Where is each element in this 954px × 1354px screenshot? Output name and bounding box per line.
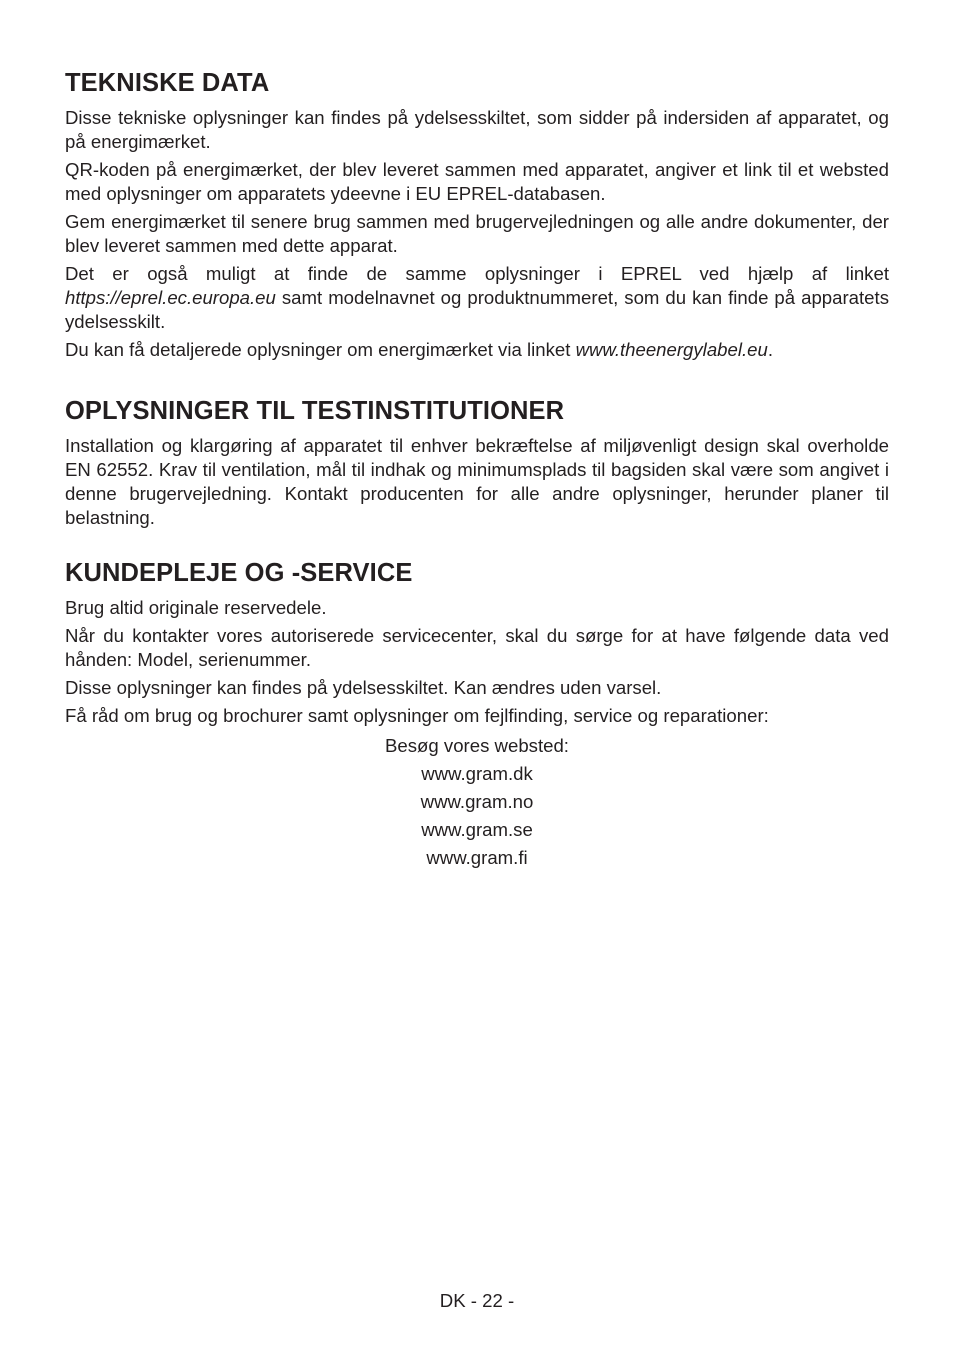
heading-tekniske-data: TEKNISKE DATA <box>65 69 270 97</box>
website-link-no[interactable]: www.gram.no <box>420 791 534 812</box>
text: . <box>767 339 773 360</box>
eprel-link[interactable]: https://eprel.ec.europa.eu <box>65 287 276 308</box>
paragraph-energylabel <box>65 338 889 362</box>
text: Det er også muligt at finde de samme oplysninger i EPREL ved hjælp af linket <box>65 263 889 284</box>
website-link-se[interactable]: www.gram.se <box>421 819 533 840</box>
paragraph: Disse oplysninger kan findes på ydelsesskiltet. Kan ændres uden varsel. <box>65 677 662 698</box>
section-kundepleje <box>65 556 889 872</box>
website-link-fi[interactable]: www.gram.fi <box>426 847 528 868</box>
section-tekniske-data <box>65 66 889 362</box>
paragraph: Gem energimærket til senere brug sammen med brugervejledningen og alle andre dokumenter, der blev leveret sammen med dette apparat. <box>65 211 889 256</box>
paragraph: Når du kontakter vores autoriserede servicecenter, skal du sørge for at have følgende data ved hånden: Model, serienummer. <box>65 625 889 670</box>
paragraph: Få råd om brug og brochurer samt oplysninger om fejlfinding, service og reparationer: <box>65 705 769 726</box>
energylabel-link[interactable]: www.theenergylabel.eu <box>575 339 768 360</box>
visit-label: Besøg vores websted: <box>385 735 569 756</box>
section-testinstitutioner <box>65 394 889 530</box>
websites-block <box>65 732 889 872</box>
text: samt modelnavnet og produktnummeret, som du kan finde på apparatets ydelsesskilt. <box>65 287 889 332</box>
heading-kundepleje: KUNDEPLEJE OG -SERVICE <box>65 559 413 587</box>
paragraph-eprel <box>65 262 889 334</box>
website-link-dk[interactable]: www.gram.dk <box>421 763 533 784</box>
manual-page <box>65 66 889 872</box>
page-number: DK - 22 - <box>439 1290 515 1311</box>
paragraph: Brug altid originale reservedele. <box>65 597 327 618</box>
text: Du kan få detaljerede oplysninger om energimærket via linket <box>65 339 576 360</box>
paragraph: Disse tekniske oplysninger kan findes på ydelsesskiltet, som sidder på indersiden af apparatet, og på energimærket. <box>65 107 889 152</box>
paragraph: QR-koden på energimærket, der blev leveret sammen med apparatet, angiver et link til et websted med oplysninger om apparatets ydeevne i EU EPREL-databasen. <box>65 159 889 204</box>
heading-testinstitutioner: OPLYSNINGER TIL TESTINSTITUTIONER <box>65 397 565 425</box>
paragraph: Installation og klargøring af apparatet til enhver bekræftelse af miljøvenligt design skal overholde EN 62552. Krav til ventilation, mål til indhak og minimumsplads til bagsiden skal være som angivet i denne brugervejledning. Kontakt producenten for alle andre oplysninger, herunder planer til belastning. <box>65 435 889 528</box>
